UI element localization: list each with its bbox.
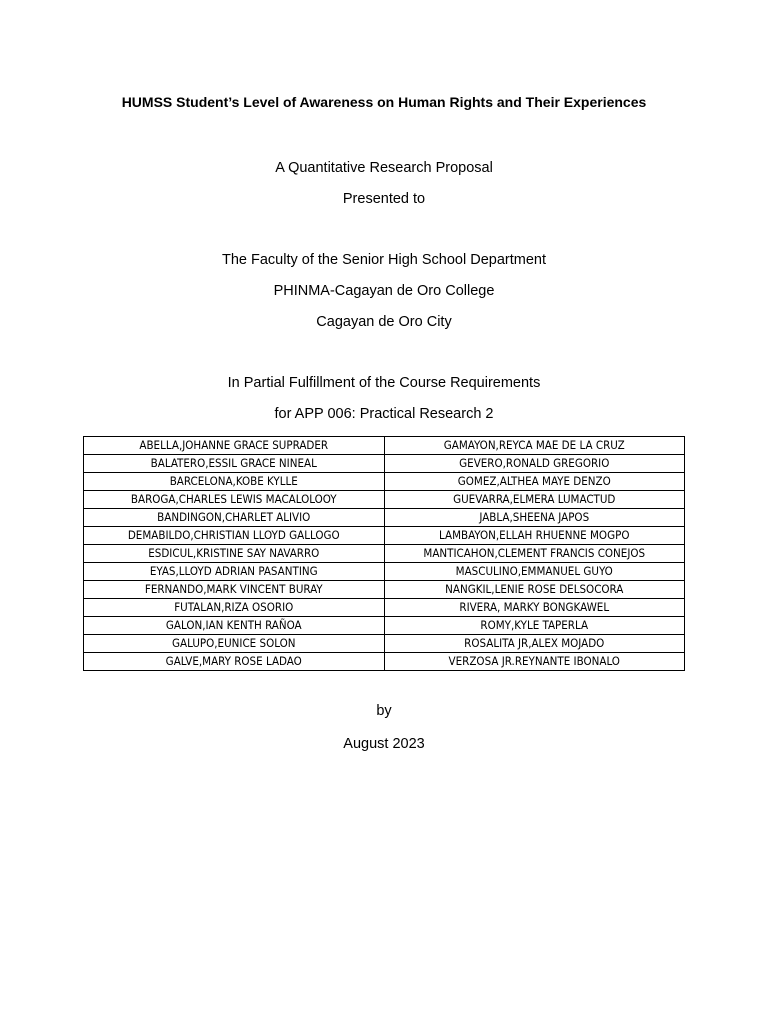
author-name-left: ABELLA,JOHANNE GRACE SUPRADER xyxy=(84,437,385,455)
author-name-left: GALUPO,EUNICE SOLON xyxy=(84,635,385,653)
author-name-left: DEMABILDO,CHRISTIAN LLOYD GALLOGO xyxy=(84,527,385,545)
table-row xyxy=(84,635,685,653)
author-name-right: GUEVARRA,ELMERA LUMACTUD xyxy=(384,491,685,509)
document-title: HUMSS Student’s Level of Awareness on Human Rights and Their Experiences xyxy=(121,94,647,110)
author-name-right: GEVERO,RONALD GREGORIO xyxy=(384,455,685,473)
table-row xyxy=(84,491,685,509)
author-name-left: GALVE,MARY ROSE LADAO xyxy=(84,653,385,671)
faculty: The Faculty of the Senior High School Department xyxy=(222,252,546,268)
table-row xyxy=(84,437,685,455)
authors-table xyxy=(83,436,685,671)
author-name-right: MANTICAHON,CLEMENT FRANCIS CONEJOS xyxy=(384,545,685,563)
author-name-right: RIVERA, MARKY BONGKAWEL xyxy=(384,599,685,617)
author-name-right: LAMBAYON,ELLAH RHUENNE MOGPO xyxy=(384,527,685,545)
presented-to: Presented to xyxy=(342,191,426,207)
author-name-left: FUTALAN,RIZA OSORIO xyxy=(84,599,385,617)
city: Cagayan de Oro City xyxy=(316,314,452,330)
table-row xyxy=(84,509,685,527)
author-name-right: VERZOSA JR.REYNANTE IBONALO xyxy=(384,653,685,671)
course: for APP 006: Practical Research 2 xyxy=(274,406,494,422)
author-name-left: BALATERO,ESSIL GRACE NINEAL xyxy=(84,455,385,473)
date: August 2023 xyxy=(343,736,425,752)
author-name-right: GOMEZ,ALTHEA MAYE DENZO xyxy=(384,473,685,491)
table-row xyxy=(84,527,685,545)
author-name-left: BANDINGON,CHARLET ALIVIO xyxy=(84,509,385,527)
table-row xyxy=(84,581,685,599)
author-name-right: NANGKIL,LENIE ROSE DELSOCORA xyxy=(384,581,685,599)
by-label: by xyxy=(376,703,392,719)
author-name-right: ROMY,KYLE TAPERLA xyxy=(384,617,685,635)
author-name-left: GALON,IAN KENTH RAÑOA xyxy=(84,617,385,635)
table-row xyxy=(84,563,685,581)
table-row xyxy=(84,617,685,635)
author-name-left: FERNANDO,MARK VINCENT BURAY xyxy=(84,581,385,599)
table-row xyxy=(84,455,685,473)
author-name-right: ROSALITA JR,ALEX MOJADO xyxy=(384,635,685,653)
fulfillment: In Partial Fulfillment of the Course Requirements xyxy=(227,375,541,391)
author-name-right: GAMAYON,REYCA MAE DE LA CRUZ xyxy=(384,437,685,455)
proposal-type: A Quantitative Research Proposal xyxy=(275,160,493,176)
table-row xyxy=(84,653,685,671)
author-name-left: BAROGA,CHARLES LEWIS MACALOLOOY xyxy=(84,491,385,509)
author-name-right: MASCULINO,EMMANUEL GUYO xyxy=(384,563,685,581)
author-name-left: EYAS,LLOYD ADRIAN PASANTING xyxy=(84,563,385,581)
table-row xyxy=(84,473,685,491)
author-name-right: JABLA,SHEENA JAPOS xyxy=(384,509,685,527)
author-name-left: BARCELONA,KOBE KYLLE xyxy=(84,473,385,491)
table-row xyxy=(84,545,685,563)
table-row xyxy=(84,599,685,617)
author-name-left: ESDICUL,KRISTINE SAY NAVARRO xyxy=(84,545,385,563)
institution: PHINMA-Cagayan de Oro College xyxy=(273,283,495,299)
